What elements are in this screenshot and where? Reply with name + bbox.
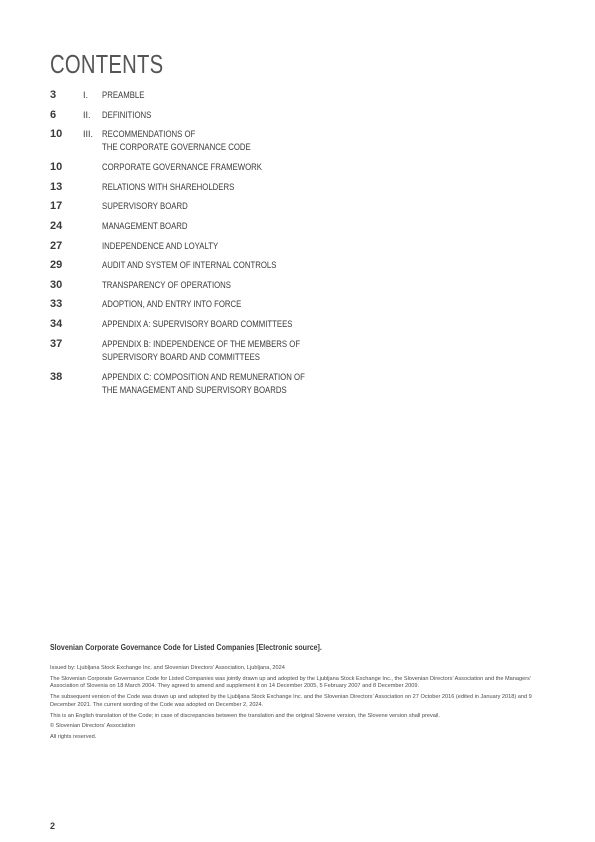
toc-title xyxy=(102,161,262,174)
toc-roman-numeral xyxy=(83,220,102,221)
toc-title-line: THE CORPORATE GOVERNANCE CODE xyxy=(102,142,251,154)
toc-title-line: DEFINITIONS xyxy=(102,109,152,121)
toc-roman-numeral xyxy=(83,181,102,182)
imprint-history-1: The Slovenian Corporate Governance Code for Listed Companies was jointly drawn up and adopted by the Ljubljana Stock Exchange Inc., the Slovenian Directors’ Association and the Managers’ Association of Slovenia on 18 March 2004. They agreed to amend and supplement it on 14 December 2005, 5 February 2007 and 8 December 2009. xyxy=(50,675,531,690)
imprint-title: Slovenian Corporate Governance Code for Listed Companies [Electronic source]. xyxy=(50,643,322,652)
toc-roman-numeral xyxy=(83,161,102,162)
page-number: 2 xyxy=(50,821,56,831)
toc-title xyxy=(102,318,292,331)
toc-roman-numeral: III. xyxy=(83,129,94,140)
toc-roman-numeral xyxy=(83,338,102,339)
toc-title xyxy=(102,128,251,154)
toc-roman-numeral xyxy=(83,279,102,280)
toc-title-line: AUDIT AND SYSTEM OF INTERNAL CONTROLS xyxy=(102,260,277,272)
toc-title-line: PREAMBLE xyxy=(102,90,145,101)
toc-title xyxy=(102,89,144,102)
toc-page-number: 10 xyxy=(50,128,63,141)
imprint xyxy=(50,643,550,745)
toc-title-line: THE MANAGEMENT AND SUPERVISORY BOARDS xyxy=(102,384,287,396)
toc-title xyxy=(102,240,218,253)
toc-title-line: MANAGEMENT BOARD xyxy=(102,220,188,232)
toc-page-number: 37 xyxy=(50,337,63,350)
toc-roman-numeral xyxy=(83,371,102,372)
toc-entry xyxy=(50,200,550,220)
toc-entry xyxy=(50,181,550,201)
toc-title xyxy=(102,259,276,272)
imprint-translation-note: This is an English translation of the Code; in case of discrepancies between the translation and the original Slovene version, the Slovene version shall prevail. xyxy=(50,712,440,719)
toc-title-line: APPENDIX B: INDEPENDENCE OF THE MEMBERS OF xyxy=(102,338,301,350)
toc-title xyxy=(102,338,300,364)
toc-entry xyxy=(50,220,550,240)
toc-title-line: APPENDIX A: SUPERVISORY BOARD COMMITTEES xyxy=(102,318,293,330)
toc-title xyxy=(102,181,234,194)
toc-title-line: INDEPENDENCE AND LOYALTY xyxy=(102,240,219,252)
toc-title-line: SUPERVISORY BOARD AND COMMITTEES xyxy=(102,351,261,363)
toc-page-number: 38 xyxy=(50,370,63,383)
toc-title xyxy=(102,371,305,397)
toc-page-number: 13 xyxy=(50,180,63,193)
toc-roman-numeral xyxy=(83,318,102,319)
toc-page-number: 6 xyxy=(50,108,57,121)
toc-title-line: SUPERVISORY BOARD xyxy=(102,201,188,213)
toc-page-number: 33 xyxy=(50,298,63,311)
toc-page-number: 3 xyxy=(50,89,57,101)
toc-roman-numeral: I. xyxy=(83,90,89,100)
toc-page-number: 17 xyxy=(50,200,63,213)
toc-page-number: 29 xyxy=(50,259,63,272)
toc-entry xyxy=(50,109,550,129)
toc-roman-numeral xyxy=(83,259,102,260)
toc-entry xyxy=(50,240,550,260)
toc-entry xyxy=(50,128,550,161)
toc-page-number: 34 xyxy=(50,317,63,330)
toc-title xyxy=(102,298,241,311)
toc-entry xyxy=(50,318,550,338)
page-title: CONTENTS xyxy=(50,49,164,79)
toc-roman-numeral: II. xyxy=(83,109,91,120)
toc-page-number: 30 xyxy=(50,278,63,291)
imprint-issued: Issued by: Ljubljana Stock Exchange Inc. and Slovenian Directors’ Association, Ljubljana, 2024 xyxy=(50,665,285,671)
imprint-copyright: © Slovenian Directors’ Association xyxy=(50,723,136,730)
toc-entry xyxy=(50,338,550,371)
toc-title xyxy=(102,200,188,213)
imprint-history-2: The subsequent version of the Code was drawn up and adopted by the Ljubljana Stock Exchange Inc. and the Slovenian Directors’ Association on 27 October 2016 (edited in January 2018) and 9 December 2021. The current wording of the Code was adopted on December 2, 2024. xyxy=(50,694,532,708)
toc-title-line: CORPORATE GOVERNANCE FRAMEWORK xyxy=(102,162,263,174)
toc-title xyxy=(102,279,231,292)
toc-entry xyxy=(50,259,550,279)
toc-entry xyxy=(50,161,550,181)
toc-roman-numeral xyxy=(83,240,102,241)
toc-title xyxy=(102,109,151,122)
toc-title-line: ADOPTION, AND ENTRY INTO FORCE xyxy=(102,299,242,311)
toc-page-number: 27 xyxy=(50,239,63,252)
toc-roman-numeral xyxy=(83,200,102,201)
toc-entry xyxy=(50,279,550,299)
toc-title-line: APPENDIX C: COMPOSITION AND REMUNERATION OF xyxy=(102,371,305,383)
toc-title-line: RELATIONS WITH SHAREHOLDERS xyxy=(102,181,235,193)
toc-page-number: 10 xyxy=(50,161,63,174)
toc-page-number: 24 xyxy=(50,219,63,232)
toc-entry xyxy=(50,89,550,109)
toc-title xyxy=(102,220,188,233)
imprint-rights: All rights reserved. xyxy=(50,733,97,740)
toc-entry xyxy=(50,298,550,318)
toc-roman-numeral xyxy=(83,298,102,299)
toc-entry xyxy=(50,371,550,404)
toc-title-line: TRANSPARENCY OF OPERATIONS xyxy=(102,279,231,291)
toc-title-line: RECOMMENDATIONS OF xyxy=(102,129,196,141)
table-of-contents xyxy=(50,89,550,404)
